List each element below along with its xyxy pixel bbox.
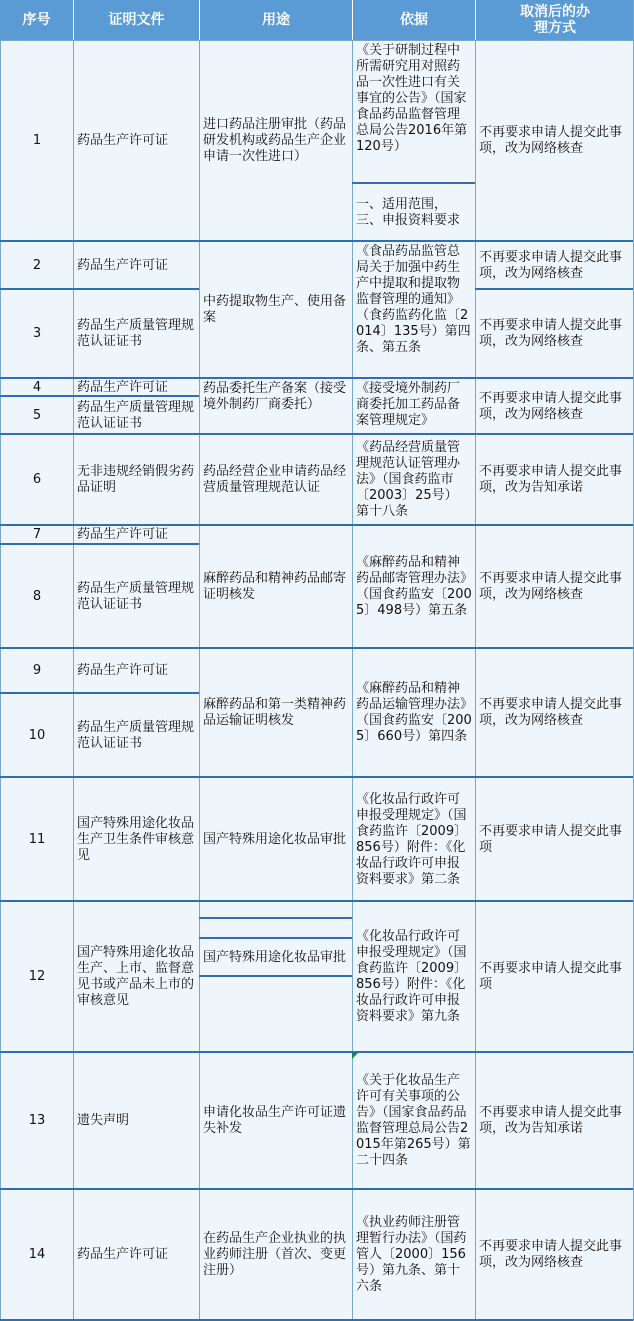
row5-doc: 药品生产质量管理规范认证证书 bbox=[73, 396, 199, 434]
row14-basis: 《执业药师注册管理暂行办法》（国药管人〔2000〕156号）第九条、第十六条 bbox=[352, 1189, 475, 1319]
row7-8-use: 麻醉药品和精神药品邮寄证明核发 bbox=[199, 525, 352, 648]
separator-row6 bbox=[0, 433, 634, 435]
row7-8-basis: 《麻醉药品和精神药品邮寄管理办法》（国食药监安〔2005〕498号）第五条 bbox=[352, 525, 475, 648]
row12-use: 国产特殊用途化妆品审批 bbox=[199, 938, 352, 976]
row1-basis: 《关于研制过程中所需研究用对照药品一次性进口有关事宜的公告》（国家食品药品监督管理总局公告2016年第120号） bbox=[352, 40, 475, 183]
separator-row2 bbox=[0, 240, 634, 242]
header-doc: 证明文件 bbox=[73, 0, 199, 40]
row14-method: 不再要求申请人提交此事项，改为网络核查 bbox=[475, 1189, 634, 1319]
row1-seq: 1 bbox=[0, 40, 73, 241]
row1-method: 不再要求申请人提交此事项，改为网络核查 bbox=[475, 40, 634, 241]
row11-basis: 《化妆品行政许可申报受理规定》（国食药监许〔2009〕856号）附件：《化妆品行政许可申报资料要求》第二条 bbox=[352, 777, 475, 901]
row4-doc: 药品生产许可证 bbox=[73, 378, 199, 396]
row2-3-use: 中药提取物生产、使用备案 bbox=[199, 241, 352, 378]
row7-doc: 药品生产许可证 bbox=[73, 525, 199, 544]
row9-10-use: 麻醉药品和第一类精神药品运输证明核发 bbox=[199, 648, 352, 777]
row1-use: 进口药品注册审批（药品研发机构或药品生产企业申请一次性进口） bbox=[199, 40, 352, 241]
separator-row4 bbox=[0, 377, 634, 379]
row3-seq: 3 bbox=[0, 289, 73, 378]
separator-row1-basis bbox=[352, 182, 475, 184]
row2-doc: 药品生产许可证 bbox=[73, 241, 199, 289]
row12-doc: 国产特殊用途化妆品生产、上市、监督意见书或产品未上市的审核意见 bbox=[73, 901, 199, 1052]
row12-use-spacer3 bbox=[199, 976, 352, 1052]
row9-doc: 药品生产许可证 bbox=[73, 648, 199, 693]
row13-doc: 遗失声明 bbox=[73, 1052, 199, 1189]
row6-seq: 6 bbox=[0, 434, 73, 525]
row14-doc: 药品生产许可证 bbox=[73, 1189, 199, 1319]
row11-method: 不再要求申请人提交此事项 bbox=[475, 777, 634, 901]
row3-doc: 药品生产质量管理规范认证证书 bbox=[73, 289, 199, 378]
separator-row7 bbox=[0, 524, 634, 526]
row13-seq: 13 bbox=[0, 1052, 73, 1189]
separator-row10-left bbox=[0, 692, 199, 694]
row8-seq: 8 bbox=[0, 544, 73, 648]
row14-use: 在药品生产企业执业的执业药师注册（首次、变更注册） bbox=[199, 1189, 352, 1319]
separator-row9 bbox=[0, 647, 634, 649]
row11-doc: 国产特殊用途化妆品生产卫生条件审核意见 bbox=[73, 777, 199, 901]
row12-seq: 12 bbox=[0, 901, 73, 1052]
row12-use-spacer2 bbox=[199, 918, 352, 938]
row1-basis-section: 一、适用范围，三、申报资料要求 bbox=[352, 183, 475, 241]
row10-doc: 药品生产质量管理规范认证证书 bbox=[73, 693, 199, 777]
row6-doc: 无非违规经销假劣药品证明 bbox=[73, 434, 199, 525]
row6-method: 不再要求申请人提交此事项，改为告知承诺 bbox=[475, 434, 634, 525]
row10-seq: 10 bbox=[0, 693, 73, 777]
row7-seq: 7 bbox=[0, 525, 73, 544]
separator-row12 bbox=[0, 900, 634, 902]
separator-row11 bbox=[0, 776, 634, 778]
row13-basis: 《关于化妆品生产许可有关事项的公告》（国家食品药品监督管理总局公告2015年第265号）第二十四条 bbox=[352, 1052, 475, 1189]
separator-row3-right bbox=[475, 288, 634, 290]
row13-method: 不再要求申请人提交此事项，改为告知承诺 bbox=[475, 1052, 634, 1189]
separator-row12-use-a bbox=[199, 917, 352, 919]
row9-10-method: 不再要求申请人提交此事项，改为网络核查 bbox=[475, 648, 634, 777]
row6-use: 药品经营企业申请药品经营质量管理规范认证 bbox=[199, 434, 352, 525]
header-basis: 依据 bbox=[352, 0, 475, 40]
row5-seq: 5 bbox=[0, 396, 73, 434]
comment-marker-icon bbox=[352, 1053, 358, 1059]
row1-doc: 药品生产许可证 bbox=[73, 40, 199, 241]
row2-method: 不再要求申请人提交此事项，改为网络核查 bbox=[475, 241, 634, 289]
row3-method: 不再要求申请人提交此事项，改为网络核查 bbox=[475, 289, 634, 378]
separator-row5-left bbox=[0, 395, 199, 397]
row4-5-basis: 《接受境外制药厂商委托加工药品备案管理规定》 bbox=[352, 378, 475, 434]
separator-row12-use-b bbox=[199, 937, 352, 939]
separator-row13 bbox=[0, 1051, 634, 1053]
row9-seq: 9 bbox=[0, 648, 73, 693]
row11-seq: 11 bbox=[0, 777, 73, 901]
row12-method: 不再要求申请人提交此事项 bbox=[475, 901, 634, 1052]
separator-row3-left bbox=[0, 288, 199, 290]
row2-3-basis: 《食品药品监管总局关于加强中药生产中提取和提取物监督管理的通知》（食药监药化监〔2014〕135号）第四条、第五条 bbox=[352, 241, 475, 378]
header-seq: 序号 bbox=[0, 0, 73, 40]
row12-use-spacer bbox=[199, 901, 352, 918]
row13-use: 申请化妆品生产许可证遗失补发 bbox=[199, 1052, 352, 1189]
separator-row14 bbox=[0, 1188, 634, 1190]
row12-basis: 《化妆品行政许可申报受理规定》（国食药监许〔2009〕856号）附件：《化妆品行政许可申报资料要求》第九条 bbox=[352, 901, 475, 1052]
header-method: 取消后的办理方式 bbox=[475, 0, 634, 40]
separator-row8-left bbox=[0, 543, 199, 545]
row4-5-use: 药品委托生产备案（接受境外制药厂商委托） bbox=[199, 378, 352, 434]
row4-5-method: 不再要求申请人提交此事项，改为网络核查 bbox=[475, 378, 634, 434]
header-use: 用途 bbox=[199, 0, 352, 40]
row6-basis: 《药品经营质量管理规范认证管理办法》（国食药监市〔2003〕25号） 第十八条 bbox=[352, 434, 475, 525]
row14-seq: 14 bbox=[0, 1189, 73, 1319]
row9-10-basis: 《麻醉药品和精神药品运输管理办法》（国食药监安〔2005〕660号）第四条 bbox=[352, 648, 475, 777]
row4-seq: 4 bbox=[0, 378, 73, 396]
row8-doc: 药品生产质量管理规范认证证书 bbox=[73, 544, 199, 648]
row11-use: 国产特殊用途化妆品审批 bbox=[199, 777, 352, 901]
row7-8-method: 不再要求申请人提交此事项，改为网络核查 bbox=[475, 525, 634, 648]
row2-seq: 2 bbox=[0, 241, 73, 289]
separator-row12-use-c bbox=[199, 975, 352, 977]
